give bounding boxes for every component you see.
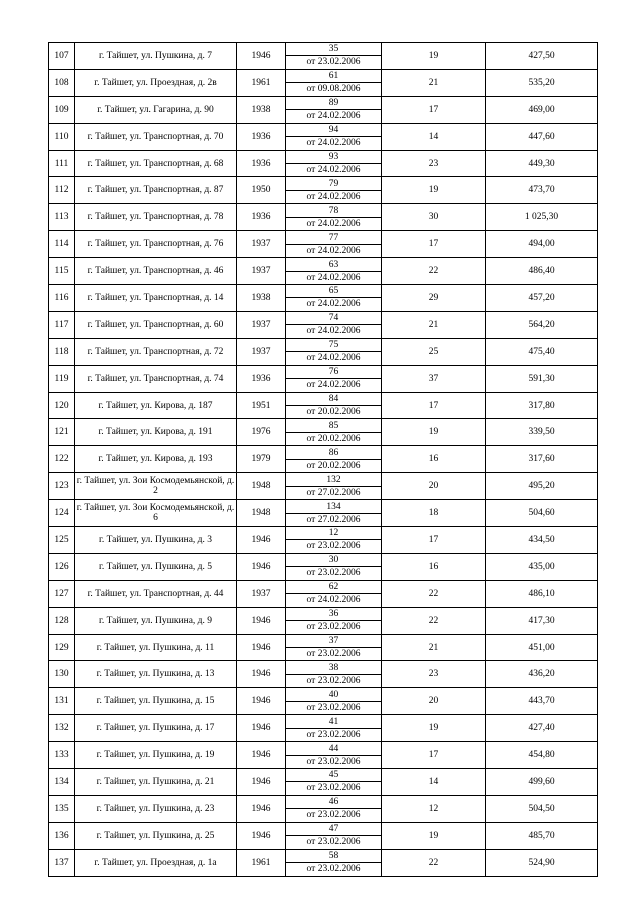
document-date: от 23.02.2006 [286,647,381,660]
document-number: 30 [328,555,339,566]
document-cell [286,795,382,822]
document-number: 77 [328,232,339,243]
address-cell: г. Тайшет, ул. Транспортная, д. 74 [75,365,237,392]
row-number: 111 [49,150,75,177]
table-row [49,177,598,204]
year-cell: 1946 [237,607,286,634]
address-cell: г. Тайшет, ул. Пушкина, д. 25 [75,822,237,849]
address-cell: г. Тайшет, ул. Транспортная, д. 72 [75,338,237,365]
address-cell: г. Тайшет, ул. Транспортная, д. 76 [75,231,237,258]
area-cell: 486,40 [486,258,598,285]
row-number: 115 [49,258,75,285]
address-cell: г. Тайшет, ул. Пушкина, д. 21 [75,769,237,796]
document-cell [286,769,382,796]
address-cell: г. Тайшет, ул. Кирова, д. 193 [75,446,237,473]
document-number: 94 [328,125,339,136]
count-cell: 14 [382,769,486,796]
document-number: 134 [326,501,341,512]
row-number: 127 [49,580,75,607]
document-number: 93 [328,152,339,162]
area-cell: 469,00 [486,96,598,123]
year-cell: 1961 [237,849,286,876]
table-row [49,150,598,177]
year-cell: 1946 [237,634,286,661]
document-number: 65 [328,286,339,297]
document-cell [286,634,382,661]
document-date: от 24.02.2006 [286,163,381,176]
address-cell: г. Тайшет, ул. Пушкина, д. 7 [75,43,237,70]
row-number: 121 [49,419,75,446]
address-cell: г. Тайшет, ул. Проездная, д. 1а [75,849,237,876]
document-cell [286,715,382,742]
address-cell: г. Тайшет, ул. Пушкина, д. 5 [75,553,237,580]
area-cell: 451,00 [486,634,598,661]
count-cell: 22 [382,607,486,634]
table-row [49,123,598,150]
area-cell: 434,50 [486,527,598,554]
document-cell [286,446,382,473]
address-cell: г. Тайшет, ул. Пушкина, д. 9 [75,607,237,634]
document-date: от 23.02.2006 [286,728,381,741]
document-cell [286,123,382,150]
year-cell: 1961 [237,69,286,96]
year-cell: 1946 [237,43,286,70]
document-date: от 20.02.2006 [286,405,381,418]
area-cell: 473,70 [486,177,598,204]
count-cell: 23 [382,661,486,688]
document-cell [286,500,382,527]
document-cell [286,96,382,123]
row-number: 119 [49,365,75,392]
document-date: от 09.08.2006 [286,82,381,95]
row-number: 126 [49,553,75,580]
document-date: от 20.02.2006 [286,459,381,472]
year-cell: 1946 [237,715,286,742]
year-cell: 1936 [237,123,286,150]
document-date: от 23.02.2006 [286,539,381,552]
area-cell: 486,10 [486,580,598,607]
document-cell [286,580,382,607]
row-number: 110 [49,123,75,150]
year-cell: 1946 [237,553,286,580]
area-cell: 564,20 [486,311,598,338]
year-cell: 1976 [237,419,286,446]
document-date: от 23.02.2006 [286,674,381,687]
count-cell: 22 [382,580,486,607]
address-cell: г. Тайшет, ул. Транспортная, д. 78 [75,204,237,231]
address-cell: г. Тайшет, ул. Зои Космодемьянской, д. 6 [75,500,237,527]
year-cell: 1946 [237,688,286,715]
document-cell [286,311,382,338]
row-number: 131 [49,688,75,715]
count-cell: 37 [382,365,486,392]
document-number: 62 [328,582,339,593]
area-cell: 591,30 [486,365,598,392]
document-number: 86 [328,447,339,458]
document-number: 47 [328,824,339,835]
year-cell: 1938 [237,96,286,123]
document-cell [286,177,382,204]
area-cell: 524,90 [486,849,598,876]
table-row [49,311,598,338]
table-row [49,553,598,580]
document-number: 85 [328,420,339,431]
area-cell: 417,30 [486,607,598,634]
document-number: 41 [328,716,339,727]
document-number: 132 [326,474,341,485]
document-number: 89 [328,98,339,109]
count-cell: 30 [382,204,486,231]
document-date: от 24.02.2006 [286,109,381,122]
count-cell: 21 [382,311,486,338]
count-cell: 17 [382,392,486,419]
table-row [49,527,598,554]
row-number: 123 [49,473,75,500]
area-cell: 339,50 [486,419,598,446]
document-cell [286,419,382,446]
document-number: 40 [328,689,339,700]
count-cell: 29 [382,285,486,312]
document-number: 84 [328,394,339,405]
area-cell: 457,20 [486,285,598,312]
table-row [49,96,598,123]
document-date: от 23.02.2006 [286,55,381,68]
table-row [49,769,598,796]
count-cell: 17 [382,742,486,769]
row-number: 135 [49,795,75,822]
area-cell: 443,70 [486,688,598,715]
document-number: 12 [328,528,339,539]
document-number: 75 [328,340,339,351]
area-cell: 495,20 [486,473,598,500]
document-number: 58 [328,851,339,862]
table-row [49,607,598,634]
year-cell: 1936 [237,204,286,231]
document-date: от 23.02.2006 [286,808,381,821]
area-cell: 504,50 [486,795,598,822]
document-cell [286,661,382,688]
row-number: 112 [49,177,75,204]
table-row [49,500,598,527]
address-cell: г. Тайшет, ул. Транспортная, д. 70 [75,123,237,150]
document-date: от 23.02.2006 [286,755,381,768]
year-cell: 1937 [237,338,286,365]
document-cell [286,527,382,554]
year-cell: 1948 [237,500,286,527]
document-cell [286,365,382,392]
row-number: 108 [49,69,75,96]
table-row [49,473,598,500]
count-cell: 14 [382,123,486,150]
table-row [49,446,598,473]
document-number: 78 [328,205,339,216]
table-row [49,661,598,688]
row-number: 134 [49,769,75,796]
address-cell: г. Тайшет, ул. Пушкина, д. 13 [75,661,237,688]
year-cell: 1946 [237,742,286,769]
row-number: 125 [49,527,75,554]
table-row [49,849,598,876]
address-cell: г. Тайшет, ул. Транспортная, д. 60 [75,311,237,338]
area-cell: 427,40 [486,715,598,742]
document-date: от 24.02.2006 [286,351,381,364]
year-cell: 1951 [237,392,286,419]
document-cell [286,607,382,634]
address-cell: г. Тайшет, ул. Транспортная, д. 68 [75,150,237,177]
count-cell: 19 [382,177,486,204]
table-row [49,365,598,392]
address-cell: г. Тайшет, ул. Гагарина, д. 90 [75,96,237,123]
count-cell: 12 [382,795,486,822]
document-cell [286,688,382,715]
document-number: 44 [328,743,339,754]
document-number: 63 [328,259,339,270]
address-cell: г. Тайшет, ул. Транспортная, д. 14 [75,285,237,312]
area-cell: 427,50 [486,43,598,70]
row-number: 130 [49,661,75,688]
count-cell: 16 [382,553,486,580]
document-number: 45 [328,770,339,781]
address-cell: г. Тайшет, ул. Пушкина, д. 3 [75,527,237,554]
count-cell: 17 [382,527,486,554]
table-row [49,795,598,822]
document-date: от 27.02.2006 [286,513,381,526]
document-cell [286,553,382,580]
count-cell: 19 [382,419,486,446]
row-number: 136 [49,822,75,849]
document-date: от 23.02.2006 [286,620,381,633]
area-cell: 475,40 [486,338,598,365]
address-cell: г. Тайшет, ул. Пушкина, д. 15 [75,688,237,715]
address-cell: г. Тайшет, ул. Транспортная, д. 44 [75,580,237,607]
document-date: от 24.02.2006 [286,190,381,203]
document-date: от 23.02.2006 [286,862,381,875]
table-row [49,231,598,258]
year-cell: 1946 [237,795,286,822]
table-body [49,43,598,877]
table-row [49,634,598,661]
document-number: 76 [328,367,339,378]
year-cell: 1946 [237,769,286,796]
area-cell: 499,60 [486,769,598,796]
document-cell [286,150,382,177]
area-cell: 449,30 [486,150,598,177]
document-date: от 23.02.2006 [286,781,381,794]
row-number: 114 [49,231,75,258]
year-cell: 1938 [237,285,286,312]
area-cell: 447,60 [486,123,598,150]
document-number: 46 [328,797,339,808]
document-date: от 24.02.2006 [286,324,381,337]
document-date: от 27.02.2006 [286,486,381,499]
table-row [49,419,598,446]
document-number: 36 [328,609,339,620]
table-row [49,69,598,96]
table-row [49,822,598,849]
row-number: 116 [49,285,75,312]
year-cell: 1937 [237,580,286,607]
address-cell: г. Тайшет, ул. Зои Космодемьянской, д. 2 [75,473,237,500]
year-cell: 1937 [237,258,286,285]
count-cell: 17 [382,231,486,258]
document-number: 35 [328,44,339,55]
document-date: от 20.02.2006 [286,432,381,445]
table-row [49,43,598,70]
table-row [49,204,598,231]
area-cell: 485,70 [486,822,598,849]
document-date: от 23.02.2006 [286,835,381,848]
document-number: 61 [328,71,339,82]
document-cell [286,742,382,769]
row-number: 129 [49,634,75,661]
count-cell: 20 [382,688,486,715]
row-number: 137 [49,849,75,876]
document-number: 37 [328,636,339,647]
address-cell: г. Тайшет, ул. Пушкина, д. 19 [75,742,237,769]
document-cell [286,258,382,285]
area-cell: 494,00 [486,231,598,258]
address-cell: г. Тайшет, ул. Пушкина, д. 23 [75,795,237,822]
table-row [49,285,598,312]
document-cell [286,849,382,876]
address-cell: г. Тайшет, ул. Транспортная, д. 46 [75,258,237,285]
count-cell: 21 [382,69,486,96]
area-cell: 317,60 [486,446,598,473]
document-cell [286,231,382,258]
area-cell: 317,80 [486,392,598,419]
address-cell: г. Тайшет, ул. Кирова, д. 191 [75,419,237,446]
area-cell: 436,20 [486,661,598,688]
year-cell: 1948 [237,473,286,500]
document-date: от 24.02.2006 [286,136,381,149]
row-number: 122 [49,446,75,473]
document-date: от 24.02.2006 [286,593,381,606]
document-date: от 24.02.2006 [286,217,381,230]
count-cell: 22 [382,849,486,876]
count-cell: 23 [382,150,486,177]
area-cell: 454,80 [486,742,598,769]
row-number: 120 [49,392,75,419]
document-cell [286,338,382,365]
year-cell: 1936 [237,150,286,177]
housing-register-table [48,42,598,877]
row-number: 107 [49,43,75,70]
document-date: от 24.02.2006 [286,271,381,284]
year-cell: 1936 [237,365,286,392]
table-row [49,580,598,607]
document-cell [286,204,382,231]
document-date: от 24.02.2006 [286,244,381,257]
year-cell: 1979 [237,446,286,473]
row-number: 117 [49,311,75,338]
count-cell: 20 [382,473,486,500]
year-cell: 1946 [237,661,286,688]
count-cell: 25 [382,338,486,365]
table-row [49,742,598,769]
count-cell: 19 [382,822,486,849]
year-cell: 1937 [237,231,286,258]
document-date: от 23.02.2006 [286,566,381,579]
row-number: 113 [49,204,75,231]
row-number: 124 [49,500,75,527]
year-cell: 1946 [237,527,286,554]
document-cell [286,392,382,419]
year-cell: 1950 [237,177,286,204]
count-cell: 19 [382,715,486,742]
table-row [49,338,598,365]
count-cell: 17 [382,96,486,123]
address-cell: г. Тайшет, ул. Транспортная, д. 87 [75,177,237,204]
year-cell: 1937 [237,311,286,338]
area-cell: 535,20 [486,69,598,96]
document-cell [286,285,382,312]
document-cell [286,69,382,96]
year-cell: 1946 [237,822,286,849]
address-cell: г. Тайшет, ул. Пушкина, д. 11 [75,634,237,661]
address-cell: г. Тайшет, ул. Пушкина, д. 17 [75,715,237,742]
row-number: 132 [49,715,75,742]
count-cell: 16 [382,446,486,473]
address-cell: г. Тайшет, ул. Проездная, д. 2в [75,69,237,96]
count-cell: 18 [382,500,486,527]
document-date: от 24.02.2006 [286,297,381,310]
document-number: 38 [328,662,339,673]
area-cell: 1 025,30 [486,204,598,231]
table-row [49,688,598,715]
table-row [49,392,598,419]
document-cell [286,473,382,500]
table-row [49,258,598,285]
document-number: 74 [328,313,339,324]
table-row [49,715,598,742]
count-cell: 19 [382,43,486,70]
count-cell: 21 [382,634,486,661]
row-number: 118 [49,338,75,365]
document-cell [286,43,382,70]
document-number: 79 [328,178,339,189]
area-cell: 435,00 [486,553,598,580]
row-number: 109 [49,96,75,123]
document-date: от 24.02.2006 [286,378,381,391]
document-cell [286,822,382,849]
area-cell: 504,60 [486,500,598,527]
count-cell: 22 [382,258,486,285]
row-number: 133 [49,742,75,769]
row-number: 128 [49,607,75,634]
address-cell: г. Тайшет, ул. Кирова, д. 187 [75,392,237,419]
document-date: от 23.02.2006 [286,701,381,714]
